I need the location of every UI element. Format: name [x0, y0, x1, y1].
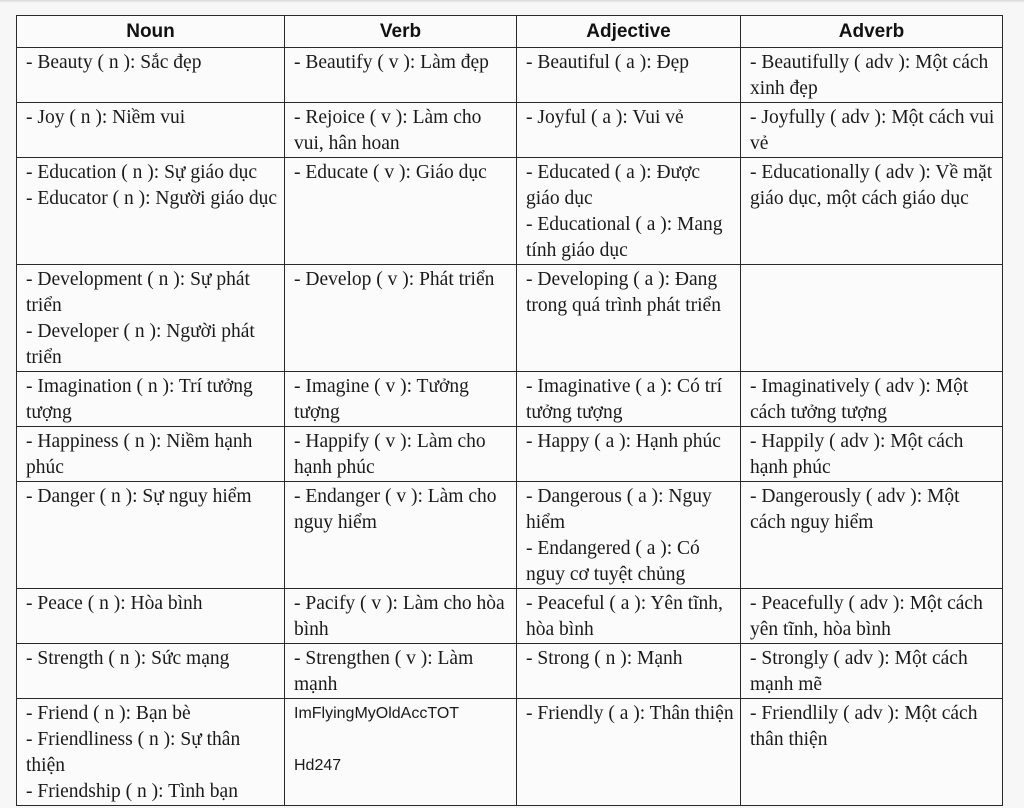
verb-note-text: ImFlyingMyOldAccTOT [294, 705, 460, 722]
noun-entry: - Friend ( n ): Bạn bè [26, 703, 191, 724]
adverb-entry: - Happily ( adv ): Một cách hạnh phúc [750, 431, 964, 478]
adjective-entry: - Happy ( a ): Hạnh phúc [526, 431, 721, 452]
adverb-cell-empty [741, 265, 1003, 372]
adjective-cell [517, 265, 741, 372]
noun-cell [17, 644, 285, 699]
verb-cell [285, 158, 517, 265]
verb-entry: - Develop ( v ): Phát triển [294, 269, 495, 290]
table-row [17, 265, 1003, 372]
verb-entry: - Strengthen ( v ): Làm mạnh [294, 648, 474, 695]
adverb-entry: - Joyfully ( adv ): Một cách vui vẻ [750, 107, 995, 154]
adjective-entry: - Friendly ( a ): Thân thiện [526, 703, 734, 724]
adverb-cell [741, 48, 1003, 103]
adjective-entry: - Imaginative ( a ): Có trí tưởng tượng [526, 376, 723, 423]
adverb-cell [741, 644, 1003, 699]
noun-entry: - Imagination ( n ): Trí tưởng tượng [26, 376, 253, 423]
table-row [17, 48, 1003, 103]
adjective-cell [517, 589, 741, 644]
adjective-cell [517, 482, 741, 589]
verb-cell [285, 103, 517, 158]
adverb-entry: - Beautifully ( adv ): Một cách xinh đẹp [750, 52, 989, 99]
noun-entry: - Education ( n ): Sự giáo dục [26, 162, 257, 183]
noun-cell [17, 482, 285, 589]
verb-cell-note [285, 699, 517, 806]
noun-entry: - Developer ( n ): Người phát triển [26, 321, 255, 368]
verb-entry: - Beautify ( v ): Làm đẹp [294, 52, 489, 73]
noun-entry: - Peace ( n ): Hòa bình [26, 593, 203, 614]
noun-entry: - Happiness ( n ): Niềm hạnh phúc [26, 431, 253, 478]
adverb-entry: - Imaginatively ( adv ): Một cách tưởng tượng [750, 376, 969, 423]
adjective-cell [517, 103, 741, 158]
verb-cell [285, 427, 517, 482]
adverb-entry: - Strongly ( adv ): Một cách mạnh mẽ [750, 648, 968, 695]
noun-entry: - Friendliness ( n ): Sự thân thiện [26, 729, 241, 776]
noun-cell [17, 48, 285, 103]
noun-entry: - Strength ( n ): Sức mạng [26, 648, 230, 669]
adverb-cell [741, 699, 1003, 806]
adjective-entry: - Peaceful ( a ): Yên tĩnh, hòa bình [526, 593, 723, 640]
adjective-entry: - Educated ( a ): Được giáo dục [526, 162, 701, 209]
table-row [17, 372, 1003, 427]
noun-cell [17, 427, 285, 482]
note-gap [294, 727, 510, 753]
noun-entry: - Beauty ( n ): Sắc đẹp [26, 52, 202, 73]
verb-entry: - Happify ( v ): Làm cho hạnh phúc [294, 431, 486, 478]
adverb-entry: - Dangerously ( adv ): Một cách nguy hiểm [750, 486, 960, 533]
adverb-entry: - Educationally ( adv ): Về mặt giáo dục, một cách giáo dục [750, 162, 993, 209]
adjective-cell [517, 372, 741, 427]
adjective-entry: - Joyful ( a ): Vui vẻ [526, 107, 684, 128]
adjective-entry: - Endangered ( a ): Có nguy cơ tuyệt chủng [526, 538, 700, 585]
noun-cell [17, 589, 285, 644]
noun-cell [17, 103, 285, 158]
header-row [17, 16, 1003, 48]
verb-entry: - Pacify ( v ): Làm cho hòa bình [294, 593, 505, 640]
verb-note-text: Hd247 [294, 757, 342, 774]
adverb-cell [741, 589, 1003, 644]
adjective-cell [517, 48, 741, 103]
verb-cell [285, 644, 517, 699]
adjective-cell [517, 644, 741, 699]
header-adjective: Adjective [517, 16, 741, 48]
verb-entry: - Rejoice ( v ): Làm cho vui, hân hoan [294, 107, 482, 154]
table-row [17, 427, 1003, 482]
table-row [17, 158, 1003, 265]
adverb-cell [741, 427, 1003, 482]
adjective-entry: - Educational ( a ): Mang tính giáo dục [526, 214, 723, 261]
verb-entry: - Imagine ( v ): Tưởng tượng [294, 376, 469, 423]
adjective-entry: - Beautiful ( a ): Đẹp [526, 52, 689, 73]
table-row [17, 589, 1003, 644]
adjective-entry: - Dangerous ( a ): Nguy hiểm [526, 486, 712, 533]
adverb-entry: - Peacefully ( adv ): Một cách yên tĩnh, hòa bình [750, 593, 983, 640]
header-verb: Verb [285, 16, 517, 48]
adjective-entry: - Developing ( a ): Đang trong quá trình phát triển [526, 269, 721, 316]
noun-entry: - Joy ( n ): Niềm vui [26, 107, 186, 128]
table-row [17, 644, 1003, 699]
header-noun: Noun [17, 16, 285, 48]
adverb-cell [741, 158, 1003, 265]
table-row [17, 103, 1003, 158]
verb-cell [285, 372, 517, 427]
page-top-edge [0, 0, 1024, 3]
adverb-cell [741, 482, 1003, 589]
noun-cell [17, 265, 285, 372]
noun-cell [17, 158, 285, 265]
verb-cell [285, 265, 517, 372]
verb-cell [285, 589, 517, 644]
word-form-table [16, 15, 1003, 806]
noun-entry: - Development ( n ): Sự phát triển [26, 269, 250, 316]
table-row [17, 482, 1003, 589]
adverb-cell [741, 372, 1003, 427]
adjective-entry: - Strong ( n ): Mạnh [526, 648, 683, 669]
noun-cell [17, 699, 285, 806]
verb-entry: - Educate ( v ): Giáo dục [294, 162, 487, 183]
adjective-cell [517, 699, 741, 806]
verb-cell [285, 482, 517, 589]
noun-entry: - Educator ( n ): Người giáo dục [26, 188, 278, 209]
noun-cell [17, 372, 285, 427]
adverb-entry: - Friendlily ( adv ): Một cách thân thiện [750, 703, 978, 750]
adjective-cell [517, 158, 741, 265]
adverb-cell [741, 103, 1003, 158]
verb-cell [285, 48, 517, 103]
adjective-cell [517, 427, 741, 482]
noun-entry: - Friendship ( n ): Tình bạn [26, 781, 238, 802]
header-adverb: Adverb [741, 16, 1003, 48]
table-row [17, 699, 1003, 806]
verb-entry: - Endanger ( v ): Làm cho nguy hiểm [294, 486, 497, 533]
noun-entry: - Danger ( n ): Sự nguy hiểm [26, 486, 252, 507]
